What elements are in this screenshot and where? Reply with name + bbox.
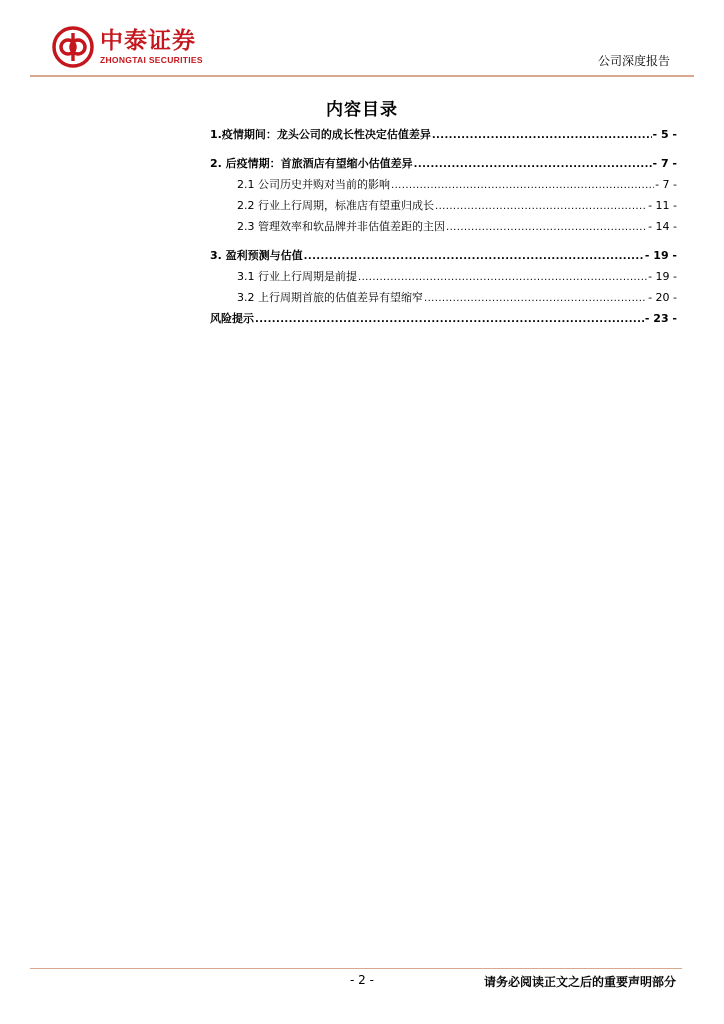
zhongtai-logo-icon	[52, 26, 94, 68]
page-number: - 2 -	[350, 973, 374, 987]
toc-title: 内容目录	[326, 100, 398, 120]
company-logo	[52, 26, 203, 68]
logo-wordmark	[100, 28, 203, 66]
toc-entry-label: 2.1 公司历史并购对当前的影响	[237, 178, 390, 191]
toc-entry-page: - 7 -	[652, 157, 677, 170]
toc-subentry[interactable]	[210, 197, 677, 218]
toc-subentry[interactable]	[210, 289, 677, 310]
table-of-contents	[210, 126, 677, 331]
toc-subentry[interactable]	[210, 176, 677, 197]
toc-entry-label: 1.疫情期间：龙头公司的成长性决定估值差异	[210, 128, 431, 141]
toc-leader-dots	[304, 251, 644, 262]
toc-leader-dots	[432, 130, 652, 141]
toc-subentry[interactable]	[210, 218, 677, 239]
toc-leader-dots	[435, 201, 647, 212]
footer-divider	[30, 968, 682, 969]
toc-entry-page: - 20 -	[648, 291, 677, 304]
toc-subentry[interactable]	[210, 268, 677, 289]
toc-entry-page: - 23 -	[644, 312, 677, 325]
toc-leader-dots	[391, 180, 654, 191]
toc-entry-page: - 7 -	[655, 178, 677, 191]
toc-leader-dots	[446, 222, 647, 233]
logo-chinese-name: 中泰证券	[100, 28, 196, 54]
toc-leader-dots	[255, 314, 644, 325]
toc-entry-label: 3. 盈利预测与估值	[210, 249, 303, 262]
toc-entry-page: - 14 -	[648, 220, 677, 233]
toc-entry-label: 3.1 行业上行周期是前提	[237, 270, 357, 283]
toc-entry[interactable]	[210, 126, 677, 147]
logo-english-name: ZHONGTAI SECURITIES	[100, 55, 203, 65]
report-type-label: 公司深度报告	[597, 54, 670, 68]
toc-entry[interactable]	[210, 155, 677, 176]
toc-entry-label: 2. 后疫情期：首旅酒店有望缩小估值差异	[210, 157, 413, 170]
toc-entry[interactable]	[210, 310, 677, 331]
toc-leader-dots	[414, 159, 652, 170]
toc-entry-page: - 19 -	[644, 249, 677, 262]
toc-entry-label: 2.3 管理效率和软品牌并非估值差距的主因	[237, 220, 445, 233]
toc-entry-label: 风险提示	[210, 312, 254, 325]
toc-entry-page: - 11 -	[648, 199, 677, 212]
toc-entry-page: - 5 -	[652, 128, 677, 141]
toc-leader-dots	[358, 272, 647, 283]
toc-entry[interactable]	[210, 247, 677, 268]
toc-entry-label: 2.2 行业上行周期，标准店有望重归成长	[237, 199, 434, 212]
toc-entry-page: - 19 -	[648, 270, 677, 283]
footer-disclaimer: 请务必阅读正文之后的重要声明部分	[483, 975, 676, 989]
toc-leader-dots	[424, 293, 647, 304]
toc-entry-label: 3.2 上行周期首旅的估值差异有望缩窄	[237, 291, 423, 304]
header-divider	[30, 75, 694, 77]
